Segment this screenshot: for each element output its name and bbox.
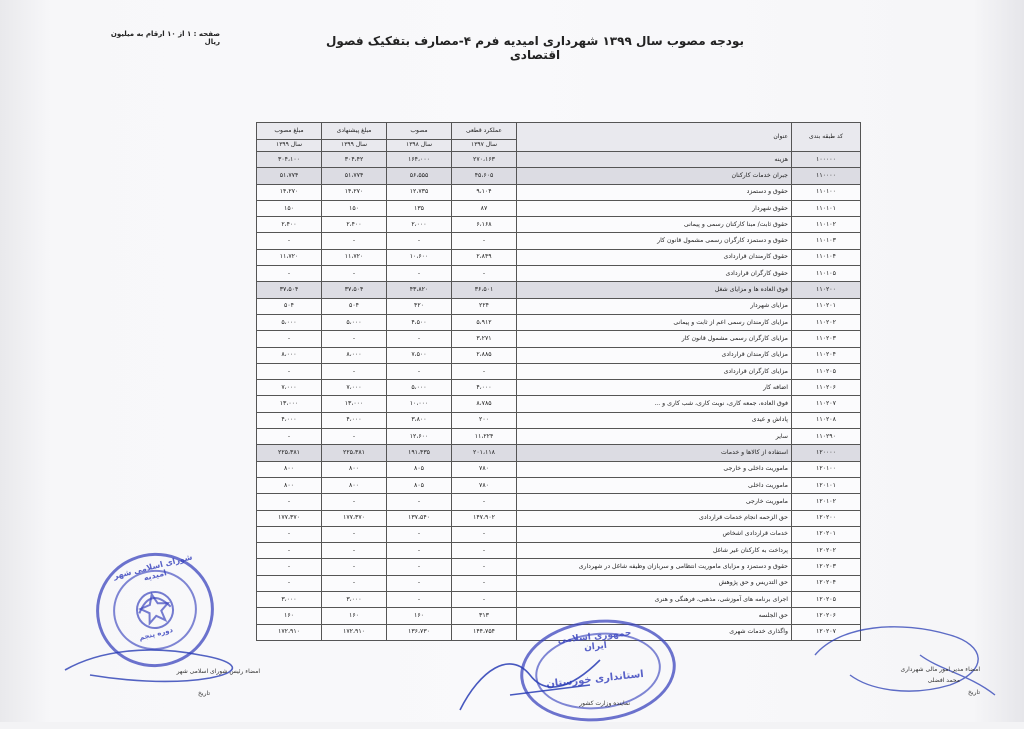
cell-approved: ۱۰،۰۰۰ [387,396,452,412]
table-row [257,477,861,493]
table-row [257,445,861,461]
table-row [257,184,861,200]
table-row [257,168,861,184]
cell-approved: ۱۰،۶۰۰ [387,249,452,265]
cell-title: حقوق شهردار [517,200,792,216]
cell-actual: ۴،۰۰۰ [452,380,517,396]
cell-proposed: ۳۷،۵۰۴ [322,282,387,298]
cell-final: - [257,266,322,282]
cell-approved: ۷،۵۰۰ [387,347,452,363]
table-row [257,510,861,526]
cell-actual: - [452,266,517,282]
cell-title: اضافه کار [517,380,792,396]
cell-approved: ۴۳،۸۲۰ [387,282,452,298]
cell-actual: - [452,592,517,608]
cell-final: ۸،۰۰۰ [257,347,322,363]
cell-final: - [257,363,322,379]
cell-title: ماموریت داخلی [517,477,792,493]
cell-actual: - [452,363,517,379]
cell-code: ۱۱۰۲۰۴ [792,347,861,363]
table-row [257,249,861,265]
header-approved-year: سال ۱۳۹۸ [387,140,452,152]
cell-actual: ۲۰۰ [452,412,517,428]
cell-actual: ۷۸۰ [452,461,517,477]
cell-approved: - [387,526,452,542]
table-row [257,429,861,445]
cell-code: ۱۲۰۱۰۰ [792,461,861,477]
header-actual-year: سال ۱۳۹۷ [452,140,517,152]
cell-actual: ۲،۸۴۹ [452,249,517,265]
cell-final: ۲،۴۰۰ [257,217,322,233]
cell-approved: - [387,559,452,575]
left-signature [60,630,260,690]
center-signature [450,640,630,720]
cell-actual: ۹،۱۰۴ [452,184,517,200]
cell-title: واگذاری خدمات شهری [517,624,792,640]
cell-final: - [257,494,322,510]
cell-proposed: - [322,429,387,445]
cell-final: ۱۷۷،۳۷۰ [257,510,322,526]
cell-actual: ۲،۸۸۵ [452,347,517,363]
table-row [257,152,861,168]
cell-proposed: ۸،۰۰۰ [322,347,387,363]
header-proposed: مبلغ پیشنهادی [322,123,387,140]
cell-final: - [257,429,322,445]
cell-proposed: - [322,331,387,347]
cell-code: ۱۱۰۲۰۱ [792,298,861,314]
cell-approved: ۱۳۷،۵۴۰ [387,510,452,526]
cell-proposed: - [322,494,387,510]
cell-final: ۲۲۵،۳۸۱ [257,445,322,461]
cell-proposed: ۸۰۰ [322,477,387,493]
cell-proposed: - [322,575,387,591]
cell-final: ۱۳،۰۰۰ [257,396,322,412]
cell-approved: ۸۰۵ [387,477,452,493]
cell-approved: ۸۰۵ [387,461,452,477]
cell-code: ۱۱۰۱۰۴ [792,249,861,265]
cell-code: ۱۲۰۲۰۰ [792,510,861,526]
cell-code: ۱۲۰۲۰۲ [792,543,861,559]
document-title: بودجه مصوب سال ۱۳۹۹ شهرداری امیدیه فرم ۴-مصارف بتفکیک فصول اقتصادی [326,34,744,62]
cell-proposed: - [322,559,387,575]
table-row [257,608,861,624]
cell-proposed: ۱۷۲،۹۱۰ [322,624,387,640]
left-sign-caption: امضاء رئیس شورای اسلامی شهر [176,668,260,675]
cell-proposed: ۱۳،۰۰۰ [322,396,387,412]
cell-actual: ۲۰۱،۱۱۸ [452,445,517,461]
cell-approved: - [387,575,452,591]
cell-final: - [257,526,322,542]
cell-approved: ۱۹۱،۴۳۵ [387,445,452,461]
cell-code: ۱۱۰۰۰۰ [792,168,861,184]
header-final-year: سال ۱۳۹۹ [257,140,322,152]
cell-final: ۵،۰۰۰ [257,314,322,330]
table-row [257,412,861,428]
cell-approved: ۴،۵۰۰ [387,314,452,330]
cell-title: حقوق ثابت/ مبنا کارکنان رسمی و پیمانی [517,217,792,233]
cell-proposed: ۱۱،۷۲۰ [322,249,387,265]
table-row [257,543,861,559]
cell-approved: - [387,233,452,249]
table-row [257,282,861,298]
table-row [257,494,861,510]
cell-proposed: - [322,266,387,282]
right-sign-caption: امضاء مدیر امور مالی شهرداری [900,666,980,673]
cell-code: ۱۲۰۲۰۳ [792,559,861,575]
cell-title: فوق العاده، جمعه کاری، نوبت کاری، شب کاری و ... [517,396,792,412]
cell-proposed: ۳۰۴،۴۲ [322,152,387,168]
table-row [257,347,861,363]
cell-code: ۱۱۰۲۰۸ [792,412,861,428]
table-row [257,331,861,347]
cell-title: ماموریت داخلی و خارجی [517,461,792,477]
cell-actual: ۸،۷۸۵ [452,396,517,412]
center-sign-caption: نماینده وزارت کشور [579,700,630,707]
cell-approved: ۱۳۶،۷۳۰ [387,624,452,640]
cell-approved: ۴۲۰ [387,298,452,314]
cell-proposed: - [322,363,387,379]
cell-title: حقوق و دستمزد و مزایای ماموریت انتظامی و سربازان وظیفه شاغل در شهرداری [517,559,792,575]
cell-approved: ۵۶،۵۵۵ [387,168,452,184]
cell-code: ۱۲۰۱۰۲ [792,494,861,510]
cell-approved: ۵،۰۰۰ [387,380,452,396]
cell-code: ۱۲۰۲۰۷ [792,624,861,640]
cell-code: ۱۱۰۲۰۳ [792,331,861,347]
table-row [257,363,861,379]
table-row [257,592,861,608]
cell-title: جبران خدمات کارکنان [517,168,792,184]
header-title: عنوان [517,123,792,152]
cell-proposed: ۳،۰۰۰ [322,592,387,608]
cell-actual: - [452,526,517,542]
budget-table [256,122,861,641]
cell-title: پاداش و عیدی [517,412,792,428]
cell-actual: - [452,543,517,559]
cell-code: ۱۱۰۲۰۶ [792,380,861,396]
cell-approved: - [387,494,452,510]
cell-code: ۱۱۰۱۰۲ [792,217,861,233]
cell-final: - [257,575,322,591]
cell-actual: ۱۱،۲۲۴ [452,429,517,445]
stamp-text-center: جمهوری اسلامی ایران [557,628,632,654]
cell-actual: - [452,575,517,591]
cell-approved: ۱۶۴،۰۰۰ [387,152,452,168]
cell-title: حق الجلسه [517,608,792,624]
cell-proposed: ۵۱،۷۷۴ [322,168,387,184]
cell-actual: ۶،۱۶۸ [452,217,517,233]
cell-proposed: ۷،۰۰۰ [322,380,387,396]
left-sign-date: تاریخ [198,690,210,697]
cell-actual: ۲۷۰،۱۶۳ [452,152,517,168]
cell-title: سایر [517,429,792,445]
cell-title: حق التدریس و حق پژوهش [517,575,792,591]
cell-final: ۸۰۰ [257,461,322,477]
table-row [257,396,861,412]
cell-title: استفاده از کالاها و خدمات [517,445,792,461]
cell-actual: ۵،۹۱۲ [452,314,517,330]
table-row [257,526,861,542]
cell-title: حقوق کارمندان قراردادی [517,249,792,265]
header-approved: مصوب [387,123,452,140]
cell-approved: - [387,266,452,282]
header-final: مبلغ مصوب [257,123,322,140]
cell-final: ۷،۰۰۰ [257,380,322,396]
cell-proposed: ۲،۴۰۰ [322,217,387,233]
cell-code: ۱۱۰۲۰۵ [792,363,861,379]
cell-final: ۵۰۴ [257,298,322,314]
cell-proposed: ۵،۰۰۰ [322,314,387,330]
cell-final: ۱۶۰ [257,608,322,624]
cell-approved: ۱۲،۷۳۵ [387,184,452,200]
table-row [257,298,861,314]
table-row [257,380,861,396]
cell-approved: ۲،۰۰۰ [387,217,452,233]
cell-title: حقوق و دستمزد [517,184,792,200]
header-actual: عملکرد قطعی [452,123,517,140]
cell-proposed: ۲۲۵،۳۸۱ [322,445,387,461]
cell-proposed: ۱۵۰ [322,200,387,216]
cell-final: - [257,559,322,575]
cell-code: ۱۱۰۱۰۳ [792,233,861,249]
cell-final: ۸۰۰ [257,477,322,493]
cell-final: ۱۴،۲۷۰ [257,184,322,200]
header-code: کد طبقه بندی [792,123,861,152]
cell-title: اجرای برنامه های آموزشی، مذهبی، فرهنگی و هنری [517,592,792,608]
table-row [257,200,861,216]
cell-proposed: ۵۰۴ [322,298,387,314]
cell-code: ۱۲۰۱۰۱ [792,477,861,493]
cell-final: ۱۱،۷۲۰ [257,249,322,265]
cell-code: ۱۲۰۰۰۰ [792,445,861,461]
cell-final: ۳،۰۰۰ [257,592,322,608]
cell-title: حق الزحمه انجام خدمات قراردادی [517,510,792,526]
cell-proposed: - [322,526,387,542]
cell-code: ۱۱۰۲۹۰ [792,429,861,445]
cell-title: پرداخت به کارکنان غیر شاغل [517,543,792,559]
stamp-text-left: شورای اسلامی شهر امیدیه [112,552,194,583]
cell-final: ۳۷،۵۰۴ [257,282,322,298]
cell-code: ۱۲۰۲۰۴ [792,575,861,591]
right-sign-date: تاریخ [968,689,980,696]
cell-approved: ۱۶۰ [387,608,452,624]
table-row [257,266,861,282]
cell-code: ۱۲۰۲۰۱ [792,526,861,542]
cell-final: ۱۷۲،۹۱۰ [257,624,322,640]
cell-approved: ۱۲،۶۰۰ [387,429,452,445]
table-row [257,575,861,591]
table-row [257,314,861,330]
cell-proposed: ۱۶۰ [322,608,387,624]
cell-title: مزایای کارمندان قراردادی [517,347,792,363]
cell-final: ۳۰۴،۱۰۰ [257,152,322,168]
cell-code: ۱۲۰۲۰۵ [792,592,861,608]
cell-title: مزایای کارگران قراردادی [517,363,792,379]
right-sign-name: محمد افضلی [927,677,960,684]
cell-approved: - [387,331,452,347]
cell-code: ۱۱۰۱۰۱ [792,200,861,216]
cell-proposed: ۸۰۰ [322,461,387,477]
cell-actual: - [452,494,517,510]
cell-final: - [257,233,322,249]
cell-actual: - [452,559,517,575]
table-row [257,233,861,249]
cell-proposed: - [322,233,387,249]
cell-title: مزایای کارمندان رسمی اعم از ثابت و پیمانی [517,314,792,330]
cell-final: ۱۵۰ [257,200,322,216]
cell-final: ۴،۰۰۰ [257,412,322,428]
cell-actual: ۳۱۳ [452,608,517,624]
cell-code: ۱۱۰۱۰۵ [792,266,861,282]
header-proposed-year: سال ۱۳۹۹ [322,140,387,152]
cell-code: ۱۲۰۲۰۶ [792,608,861,624]
cell-code: ۱۱۰۲۰۲ [792,314,861,330]
stamp-sub-center: استانداری خوزستان [545,668,645,691]
cell-code: ۱۱۰۲۰۷ [792,396,861,412]
cell-actual: ۲۲۴ [452,298,517,314]
page-note: صفحه : ۱ از ۱۰ ارقام به میلیون ریال [110,30,220,46]
cell-final: - [257,543,322,559]
cell-actual: ۳۶،۵۰۱ [452,282,517,298]
cell-actual: ۳،۲۷۱ [452,331,517,347]
cell-proposed: ۱۷۷،۳۷۰ [322,510,387,526]
table-row [257,559,861,575]
cell-title: ماموریت خارجی [517,494,792,510]
cell-approved: - [387,543,452,559]
cell-approved: ۱۳۵ [387,200,452,216]
cell-actual: ۱۴۴،۷۵۴ [452,624,517,640]
cell-code: ۱۱۰۲۰۰ [792,282,861,298]
cell-title: خدمات قراردادی اشخاص [517,526,792,542]
cell-proposed: - [322,543,387,559]
cell-code: ۱۰۰۰۰۰ [792,152,861,168]
cell-actual: ۱۴۷،۹۰۲ [452,510,517,526]
table-body [257,152,861,641]
cell-approved: - [387,363,452,379]
cell-code: ۱۱۰۱۰۰ [792,184,861,200]
cell-title: مزایای شهردار [517,298,792,314]
cell-title: هزینه [517,152,792,168]
cell-title: حقوق و دستمزد کارگران رسمی مشمول قانون کار [517,233,792,249]
cell-approved: ۳،۸۰۰ [387,412,452,428]
cell-proposed: ۱۴،۲۷۰ [322,184,387,200]
cell-approved: - [387,592,452,608]
cell-proposed: ۴،۰۰۰ [322,412,387,428]
table-row [257,461,861,477]
cell-actual: ۷۸۰ [452,477,517,493]
stamp-sub-left: دوره پنجم [138,625,174,643]
table-row [257,217,861,233]
cell-title: حقوق کارگران قراردادی [517,266,792,282]
cell-final: - [257,331,322,347]
cell-actual: ۴۵،۶۰۵ [452,168,517,184]
cell-title: مزایای کارگران رسمی مشمول قانون کار [517,331,792,347]
cell-final: ۵۱،۷۷۴ [257,168,322,184]
cell-actual: - [452,233,517,249]
cell-title: فوق العاده ها و مزایای شغل [517,282,792,298]
cell-actual: ۸۷ [452,200,517,216]
